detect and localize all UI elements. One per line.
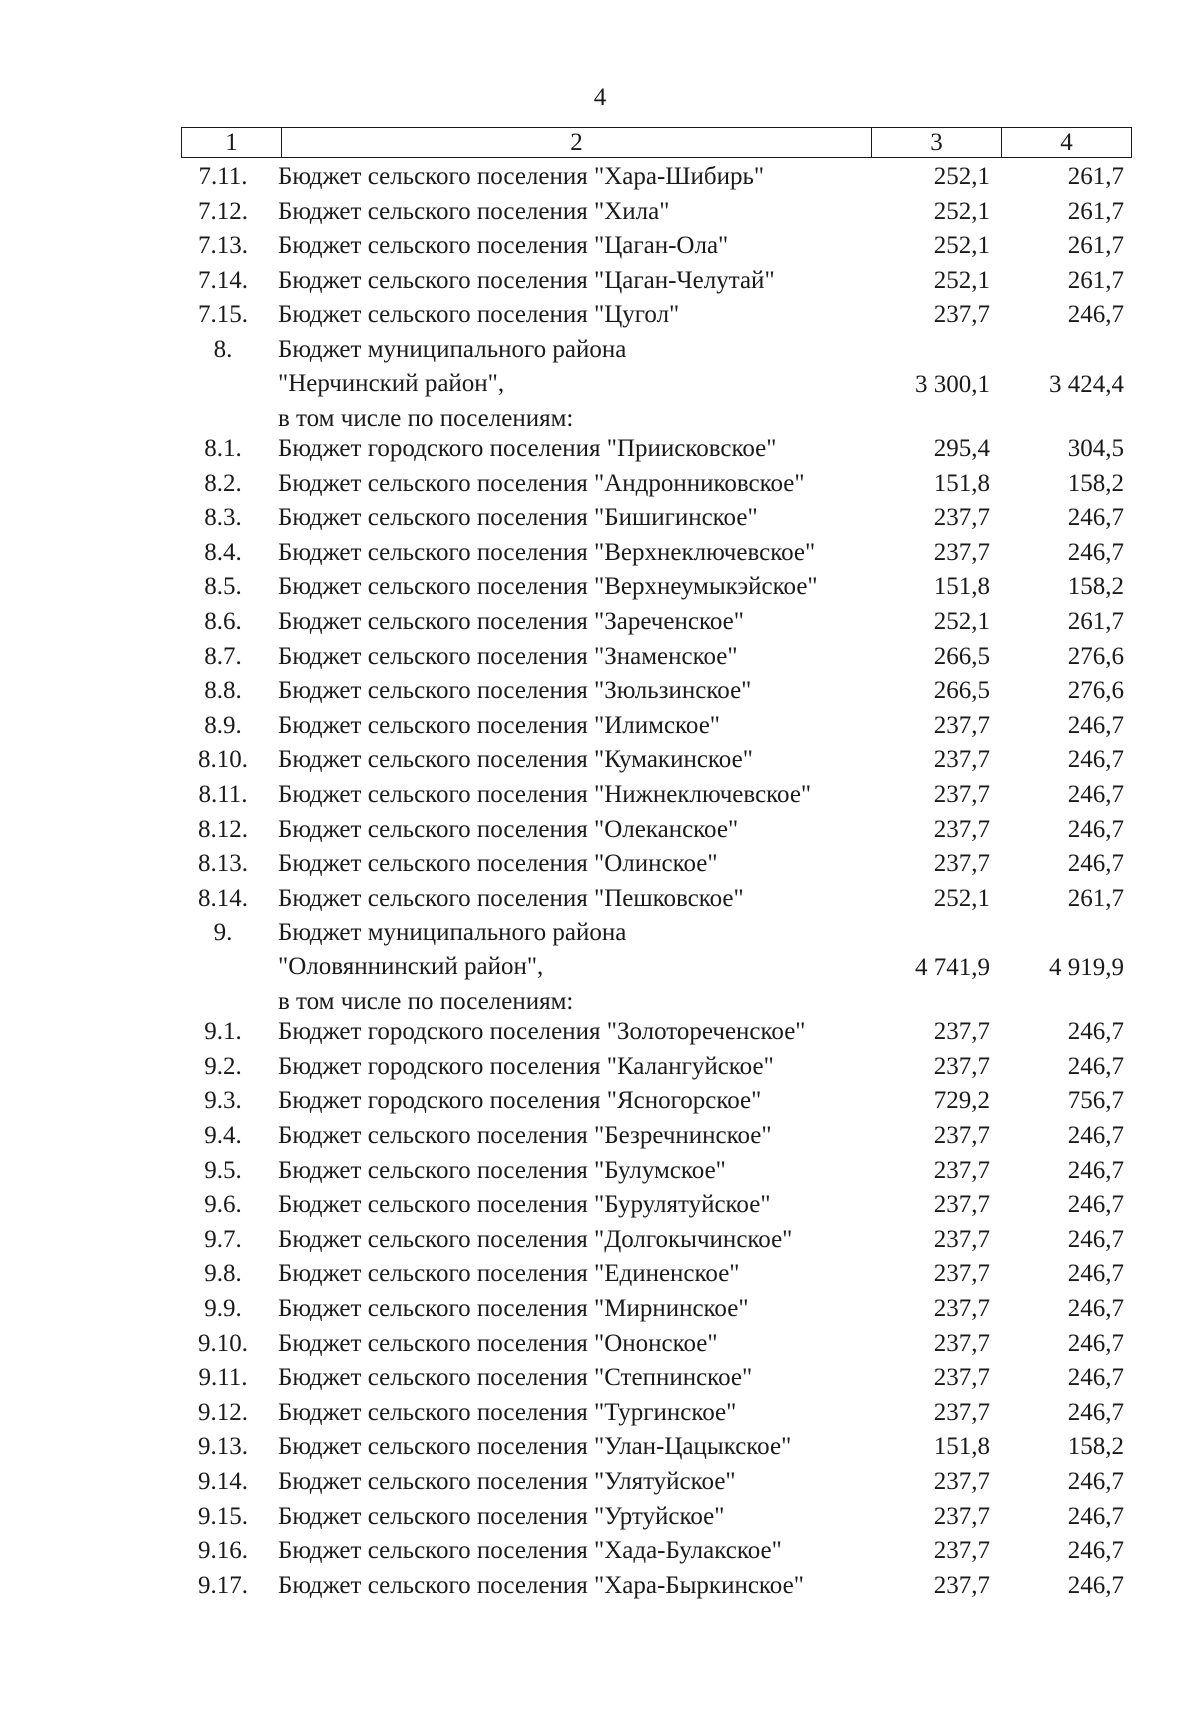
table-row: [0, 1292, 1200, 1327]
table-row: [0, 743, 1200, 778]
row-name-line-1: Бюджет сельского поселения "Кумакинское": [278, 746, 753, 774]
table-row: [0, 1154, 1200, 1189]
row-number: 7.14.: [198, 266, 248, 294]
row-name-line-1: Бюджет городского поселения "Ясногорское": [278, 1087, 762, 1115]
value-col-3: 3 300,1: [915, 370, 990, 398]
table-row: [0, 1084, 1200, 1119]
table-row: [0, 1500, 1200, 1535]
value-col-4: 3 424,4: [1049, 370, 1124, 398]
row-name-line-1: Бюджет сельского поселения "Степнинское": [278, 1364, 753, 1392]
row-name: [278, 1361, 878, 1395]
row-number: 9.10.: [198, 1329, 248, 1357]
table-row: [0, 605, 1200, 640]
table-row: [0, 1534, 1200, 1569]
row-name: [278, 1015, 878, 1049]
value-col-4: 246,7: [1067, 504, 1124, 532]
row-number: 9.15.: [198, 1502, 248, 1530]
value-col-4: 246,7: [1067, 1122, 1124, 1150]
value-col-3: 252,1: [933, 197, 990, 225]
value-col-4: 246,7: [1067, 1191, 1124, 1219]
row-name: [278, 333, 878, 401]
row-name: [278, 467, 878, 501]
row-number: 8.5.: [204, 573, 242, 601]
row-name: [278, 1430, 878, 1464]
value-col-3: 237,7: [933, 538, 990, 566]
value-col-4: 246,7: [1067, 1225, 1124, 1253]
row-name: [278, 501, 878, 535]
table-row: [0, 847, 1200, 882]
value-col-4: 158,2: [1067, 1433, 1124, 1461]
row-name-line-1: Бюджет городского поселения "Приисковское": [278, 434, 777, 462]
value-col-3: 252,1: [933, 232, 990, 260]
table-row: [0, 1430, 1200, 1465]
page-number: 4: [593, 84, 607, 111]
value-col-3: 252,1: [933, 266, 990, 294]
table-row: [0, 1396, 1200, 1431]
value-col-3: 237,7: [933, 1225, 990, 1253]
row-name-line-1: Бюджет городского поселения "Золотореченское": [278, 1018, 806, 1046]
value-col-4: 261,7: [1067, 884, 1124, 912]
row-name: [278, 1050, 878, 1084]
value-col-4: 246,7: [1067, 1329, 1124, 1357]
row-name-line-1: Бюджет муниципального района: [278, 919, 627, 947]
value-col-4: 261,7: [1067, 607, 1124, 635]
row-number: 8.7.: [204, 642, 242, 670]
row-name: [278, 1569, 878, 1603]
header-col-2: 2: [282, 128, 872, 157]
row-number: 9.7.: [204, 1225, 242, 1253]
row-name-line-1: Бюджет городского поселения "Калангуйское": [278, 1052, 774, 1080]
row-number: 9.12.: [198, 1398, 248, 1426]
row-number: 8.6.: [204, 607, 242, 635]
value-col-3: 729,2: [933, 1087, 990, 1115]
row-name-line-1: в том числе по поселениям:: [278, 988, 574, 1016]
row-name-line-1: Бюджет сельского поселения "Зюльзинское": [278, 677, 752, 705]
row-name-line-1: Бюджет сельского поселения "Улан-Цацыкское": [278, 1433, 792, 1461]
table-row: [0, 501, 1200, 536]
row-name-line-1: Бюджет сельского поселения "Безречнинское": [278, 1122, 772, 1150]
table-row: [0, 813, 1200, 848]
row-number: 9.3.: [204, 1087, 242, 1115]
row-name-line-1: Бюджет сельского поселения "Олинское": [278, 850, 718, 878]
value-col-4: 246,7: [1067, 1295, 1124, 1323]
row-name: [278, 916, 878, 984]
row-name-line-1: Бюджет сельского поселения "Цаган-Ола": [278, 232, 729, 260]
row-name: [278, 674, 878, 708]
value-col-3: 237,7: [933, 1398, 990, 1426]
row-name-line-1: Бюджет сельского поселения "Единенское": [278, 1260, 740, 1288]
row-number: 9.13.: [198, 1433, 248, 1461]
table-row: [0, 333, 1200, 402]
subheading-row: [0, 402, 1200, 432]
value-col-3: 237,7: [933, 1537, 990, 1565]
row-number: 8.12.: [198, 815, 248, 843]
row-number: 8.1.: [204, 434, 242, 462]
row-name-line-1: Бюджет сельского поселения "Андронниковское": [278, 469, 805, 497]
row-name: [278, 605, 878, 639]
value-col-4: 276,6: [1067, 642, 1124, 670]
table-row: [0, 536, 1200, 571]
row-number: 8.3.: [204, 504, 242, 532]
value-col-3: 237,7: [933, 1571, 990, 1599]
table-row: [0, 1188, 1200, 1223]
header-col-4: 4: [1060, 129, 1073, 156]
table-row: [0, 778, 1200, 813]
value-col-4: 246,7: [1067, 1502, 1124, 1530]
value-col-3: 4 741,9: [915, 954, 990, 982]
row-number: 9.: [213, 919, 233, 947]
row-name-line-1: Бюджет сельского поселения "Хада-Булакское": [278, 1537, 782, 1565]
row-name-line-1: Бюджет сельского поселения "Тургинское": [278, 1398, 737, 1426]
table-row: [0, 432, 1200, 467]
row-name-line-1: Бюджет сельского поселения "Бишигинское": [278, 504, 758, 532]
row-name-line-1: Бюджет сельского поселения "Улятуйское": [278, 1468, 736, 1495]
row-name-line-1: Бюджет сельского поселения "Хара-Шибирь": [278, 163, 765, 190]
row-number: 8.14.: [198, 884, 248, 912]
value-col-3: 295,4: [933, 434, 990, 462]
row-number: 9.5.: [204, 1156, 242, 1184]
value-col-3: 237,7: [933, 1052, 990, 1080]
value-col-3: 237,7: [933, 1018, 990, 1046]
row-number: 9.11.: [198, 1364, 248, 1392]
table-row: [0, 674, 1200, 709]
table-row: [0, 570, 1200, 605]
row-name-line-1: Бюджет сельского поселения "Цугол": [278, 301, 680, 329]
value-col-3: 237,7: [933, 711, 990, 739]
row-number: 9.16.: [198, 1537, 248, 1565]
row-name-line-1: Бюджет сельского поселения "Хила": [278, 197, 670, 225]
row-number: 7.11.: [198, 163, 248, 190]
row-name: [278, 1084, 878, 1118]
row-number: 9.6.: [204, 1191, 242, 1219]
table-row: [0, 640, 1200, 675]
row-name-line-1: Бюджет сельского поселения "Знаменское": [278, 642, 738, 670]
row-name-line-1: Бюджет сельского поселения "Верхнеключевское": [278, 538, 816, 566]
row-name-line-1: Бюджет сельского поселения "Мирнинское": [278, 1295, 749, 1323]
table-row: [0, 1257, 1200, 1292]
row-number: 7.12.: [198, 197, 248, 225]
row-name-line-2: "Оловяннинский район",: [278, 953, 544, 981]
row-number: 8.13.: [198, 850, 248, 878]
value-col-4: 246,7: [1067, 1260, 1124, 1288]
value-col-3: 237,7: [933, 780, 990, 808]
row-name: [278, 778, 878, 812]
value-col-3: 237,7: [933, 746, 990, 774]
row-number: 8.9.: [204, 711, 242, 739]
row-name: [278, 1327, 878, 1361]
row-name: [278, 1223, 878, 1257]
value-col-3: 237,7: [933, 815, 990, 843]
value-col-4: 261,7: [1067, 232, 1124, 260]
row-name-line-1: Бюджет сельского поселения "Долгокычинское": [278, 1225, 793, 1253]
value-col-4: 304,5: [1067, 434, 1124, 462]
value-col-4: 246,7: [1067, 711, 1124, 739]
row-name: [278, 743, 878, 777]
value-col-4: 246,7: [1067, 850, 1124, 878]
value-col-4: 246,7: [1067, 1468, 1124, 1495]
value-col-3: 252,1: [933, 163, 990, 190]
value-col-3: 237,7: [933, 1502, 990, 1530]
row-number: 9.4.: [204, 1122, 242, 1150]
value-col-4: 261,7: [1067, 197, 1124, 225]
table-row: [0, 264, 1200, 299]
value-col-3: 237,7: [933, 1329, 990, 1357]
subheading-row: [0, 985, 1200, 1015]
table-header: [181, 127, 1132, 158]
row-name: [278, 1119, 878, 1153]
value-col-4: 246,7: [1067, 1156, 1124, 1184]
header-col-3: 3: [872, 128, 1002, 157]
row-number: 9.9.: [204, 1295, 242, 1323]
table-row: [0, 467, 1200, 502]
row-name-line-1: Бюджет сельского поселения "Нижнеключевское": [278, 780, 812, 808]
row-name: [278, 1292, 878, 1326]
value-col-3: 237,7: [933, 504, 990, 532]
row-name: [278, 1188, 878, 1222]
row-name: [278, 1257, 878, 1291]
row-name-line-1: Бюджет сельского поселения "Цаган-Челутай": [278, 266, 775, 294]
value-col-4: 246,7: [1067, 1571, 1124, 1599]
row-number: 8.4.: [204, 538, 242, 566]
row-number: 9.17.: [198, 1571, 248, 1599]
value-col-3: 237,7: [933, 1295, 990, 1323]
row-name: [278, 1154, 878, 1188]
row-name: [278, 402, 878, 436]
value-col-3: 237,7: [933, 1191, 990, 1219]
value-col-4: 246,7: [1067, 538, 1124, 566]
row-name-line-1: Бюджет сельского поселения "Олеканское": [278, 815, 739, 843]
row-name: [278, 536, 878, 570]
row-name: [278, 640, 878, 674]
value-col-4: 158,2: [1067, 573, 1124, 601]
table-row: [0, 916, 1200, 985]
row-number: 8.2.: [204, 469, 242, 497]
row-number: 8.: [213, 335, 233, 363]
row-name: [278, 882, 878, 916]
value-col-4: 246,7: [1067, 1537, 1124, 1565]
value-col-3: 252,1: [933, 607, 990, 635]
header-col-1: 1: [182, 128, 282, 157]
table-row: [0, 160, 1200, 195]
table-row: [0, 709, 1200, 744]
table-row: [0, 1569, 1200, 1604]
row-name-line-2: "Нерчинский район",: [278, 369, 505, 397]
table-row: [0, 1361, 1200, 1396]
table-row: [0, 298, 1200, 333]
value-col-4: 246,7: [1067, 780, 1124, 808]
table-row: [0, 1327, 1200, 1362]
row-name: [278, 1396, 878, 1430]
row-name-line-1: Бюджет сельского поселения "Илимское": [278, 711, 721, 739]
row-name: [278, 1534, 878, 1568]
row-name-line-1: Бюджет сельского поселения "Ононское": [278, 1329, 718, 1357]
value-col-3: 266,5: [933, 677, 990, 705]
value-col-3: 151,8: [933, 1433, 990, 1461]
row-name: [278, 298, 878, 332]
row-name-line-1: в том числе по поселениям:: [278, 404, 574, 432]
row-number: 7.13.: [198, 232, 248, 260]
row-name: [278, 813, 878, 847]
value-col-3: 237,7: [933, 1122, 990, 1150]
row-name: [278, 229, 878, 263]
row-name: [278, 160, 878, 194]
row-name-line-1: Бюджет сельского поселения "Пешковское": [278, 884, 744, 912]
row-name: [278, 1500, 878, 1534]
value-col-3: 151,8: [933, 573, 990, 601]
row-name-line-1: Бюджет сельского поселения "Зареченское": [278, 607, 744, 635]
value-col-4: 246,7: [1067, 746, 1124, 774]
value-col-4: 246,7: [1067, 1018, 1124, 1046]
table-row: [0, 882, 1200, 917]
table-body: [0, 160, 1200, 1603]
value-col-3: 237,7: [933, 1468, 990, 1495]
value-col-4: 246,7: [1067, 815, 1124, 843]
row-name-line-1: Бюджет сельского поселения "Хара-Быркинское": [278, 1571, 804, 1599]
row-name-line-1: Бюджет сельского поселения "Бурулятуйское": [278, 1191, 771, 1219]
value-col-4: 261,7: [1067, 266, 1124, 294]
value-col-3: 237,7: [933, 301, 990, 329]
row-name: [278, 570, 878, 604]
table-row: [0, 195, 1200, 230]
value-col-4: 4 919,9: [1049, 954, 1124, 982]
value-col-3: 237,7: [933, 1156, 990, 1184]
row-number: 9.2.: [204, 1052, 242, 1080]
value-col-4: 261,7: [1067, 163, 1124, 190]
table-row: [0, 229, 1200, 264]
table-row: [0, 1465, 1200, 1500]
value-col-4: 246,7: [1067, 1052, 1124, 1080]
table-row: [0, 1015, 1200, 1050]
row-name: [278, 1465, 878, 1499]
table-row: [0, 1050, 1200, 1085]
value-col-4: 756,7: [1067, 1087, 1124, 1115]
row-number: 7.15.: [198, 301, 248, 329]
row-name: [278, 264, 878, 298]
row-number: 9.1.: [204, 1018, 242, 1046]
row-number: 9.14.: [198, 1468, 248, 1495]
value-col-3: 237,7: [933, 1260, 990, 1288]
value-col-4: 246,7: [1067, 301, 1124, 329]
row-name-line-1: Бюджет сельского поселения "Верхнеумыкэйское": [278, 573, 818, 601]
value-col-3: 151,8: [933, 469, 990, 497]
row-name: [278, 709, 878, 743]
value-col-4: 246,7: [1067, 1398, 1124, 1426]
table-row: [0, 1119, 1200, 1154]
row-name-line-1: Бюджет муниципального района: [278, 335, 627, 363]
value-col-4: 276,6: [1067, 677, 1124, 705]
row-name: [278, 432, 878, 466]
value-col-3: 252,1: [933, 884, 990, 912]
row-name: [278, 847, 878, 881]
row-name-line-1: Бюджет сельского поселения "Булумское": [278, 1156, 726, 1184]
row-number: 9.8.: [204, 1260, 242, 1288]
row-name: [278, 195, 878, 229]
row-name-line-1: Бюджет сельского поселения "Уртуйское": [278, 1502, 725, 1530]
row-name: [278, 985, 878, 1019]
value-col-4: 158,2: [1067, 469, 1124, 497]
value-col-3: 266,5: [933, 642, 990, 670]
row-number: 8.11.: [198, 780, 248, 808]
value-col-3: 237,7: [933, 1364, 990, 1392]
row-number: 8.10.: [198, 746, 248, 774]
value-col-3: 237,7: [933, 850, 990, 878]
row-number: 8.8.: [204, 677, 242, 705]
value-col-4: 246,7: [1067, 1364, 1124, 1392]
table-row: [0, 1223, 1200, 1258]
